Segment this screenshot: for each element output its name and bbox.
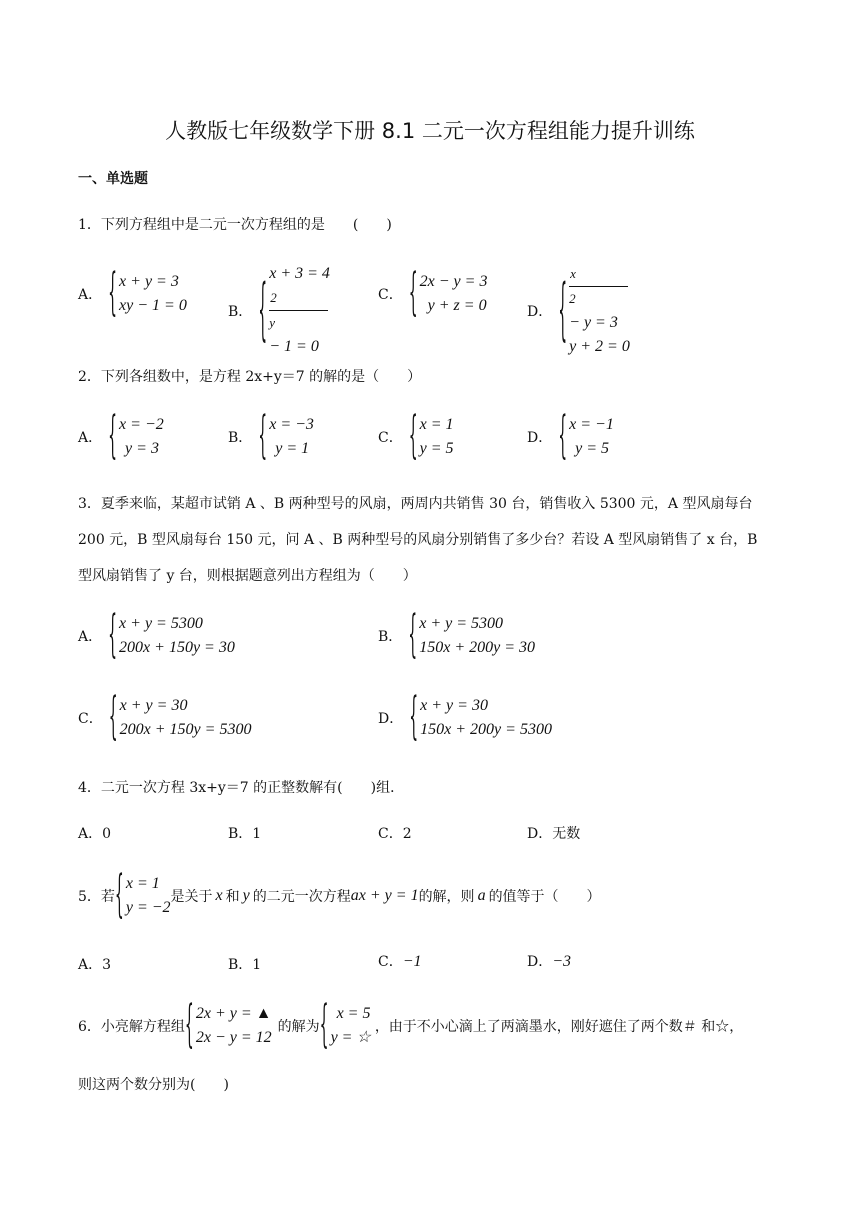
q3-option-a: A． { x + y = 5300 200x + 150y = 30: [78, 607, 235, 665]
question-3-stem: [78, 486, 782, 594]
q3-option-c: C． { x + y = 30 200x + 150y = 5300: [78, 689, 252, 747]
question-text: 6．小亮解方程组: [78, 1019, 185, 1035]
fraction-numerator: x: [569, 262, 628, 287]
equation: x + y = 3: [119, 273, 179, 290]
option-label: D．: [378, 711, 404, 727]
question-text-line: 型风扇销售了 y 台，则根据题意列出方程组为（ ）: [78, 568, 417, 584]
equation: 150x + 200y = 5300: [420, 721, 552, 738]
equation: y = 5: [575, 440, 610, 457]
equation: y = 5: [419, 440, 454, 457]
equation: x = 1: [125, 875, 160, 892]
q5-option-d: [527, 951, 571, 971]
q2-option-a: A． { x = −2 y = 3: [78, 408, 164, 466]
equation: y = 3: [125, 440, 159, 457]
question-text: 5．若: [78, 889, 115, 905]
q5-option-c: [378, 951, 422, 971]
q1-option-d: D． { x 2 − y = 3 y + 2 = 0: [527, 262, 630, 359]
equation: ax + y = 1: [350, 887, 419, 904]
option-label: D．: [527, 430, 553, 446]
equation: − y = 3: [569, 314, 618, 331]
equation: 2x − y = 12: [195, 1029, 272, 1046]
equation: x = 5: [336, 1005, 371, 1022]
option-label: C．: [378, 430, 403, 446]
question-text: ，由于不小心滴上了两滴墨水，刚好遮住了两个数＃ 和☆，: [374, 1019, 744, 1035]
q2-option-c: C． { x = 1 y = 5: [378, 408, 454, 466]
question-4-stem: 4．二元一次方程 3x+y＝7 的正整数解有( )组．: [78, 780, 405, 796]
equation: y = 1: [275, 440, 310, 457]
question-text: 的二元一次方程: [252, 889, 351, 905]
question-6-stem: 6．小亮解方程组 { 2x + y = ▲ 2x − y = 12 的解为 { x = 5 y = ☆ ，由于不小心滴上了两滴墨水，刚好遮住了两个数＃ 和☆，: [78, 997, 744, 1055]
q3-option-d: D． { x + y = 30 150x + 200y = 5300: [378, 689, 552, 747]
question-text-line: 200 元，B 型风扇每台 150 元，问 A 、B 两种型号的风扇分别销售了多少台？若设 A 型风扇销售了 x 台，B: [78, 532, 758, 548]
q5-option-a: A．3: [78, 957, 112, 973]
equation: 200x + 150y = 30: [119, 639, 235, 656]
page-title: 人教版七年级数学下册 8.1 二元一次方程组能力提升训练: [165, 119, 695, 143]
q4-option-c: C．2: [378, 826, 412, 842]
equation: xy − 1 = 0: [119, 297, 187, 314]
question-text: 的解，则: [418, 889, 475, 905]
equation: x + y = 5300: [119, 615, 203, 632]
option-label: C．: [378, 954, 403, 970]
equation: 200x + 150y = 5300: [119, 721, 252, 738]
equation: x + 3 = 4: [269, 265, 330, 282]
equation: y + z = 0: [427, 297, 487, 314]
option-label: B．: [228, 430, 253, 446]
option-label: C．: [78, 711, 103, 727]
equation: x = 1: [419, 416, 454, 433]
option-label: B．: [378, 629, 403, 645]
fraction-numerator: 2: [269, 286, 328, 311]
question-6-line-2: 则这两个数分别为( ): [78, 1077, 229, 1093]
question-text-line: 3．夏季来临，某超市试销 A 、B 两种型号的风扇，两周内共销售 30 台，销售收入 5300 元，A 型风扇每台: [78, 496, 753, 512]
option-label: A．: [78, 287, 103, 303]
section-heading: 一、单选题: [78, 171, 148, 187]
equation: x = −1: [569, 416, 614, 433]
question-text: 的值等于（ ）: [488, 889, 601, 905]
fraction-denominator: y: [269, 315, 275, 330]
q2-option-b: B． { x = −3 y = 1: [228, 408, 314, 466]
equation: y = ☆: [330, 1029, 371, 1046]
question-1-stem: 1．下列方程组中是二元一次方程组的是 ( ): [78, 217, 392, 233]
equation: x = −3: [269, 416, 314, 433]
equation: x + y = 30: [420, 697, 488, 714]
q3-option-b: B． { x + y = 5300 150x + 200y = 30: [378, 607, 536, 665]
equation: 150x + 200y = 30: [419, 639, 536, 656]
q4-option-a: A．0: [78, 826, 112, 842]
variable: x: [215, 887, 223, 904]
equation: 2x + y = ▲: [195, 1005, 272, 1022]
variable: y: [242, 887, 250, 904]
question-5-stem: 5．若 { x = 1 y = −2 是关于 x 和 y 的二元一次方程 ax + y = 1 的解，则 a 的值等于（ ）: [78, 867, 601, 925]
q1-option-c: C． { 2x − y = 3 y + z = 0: [378, 265, 488, 323]
q1-option-a: A． { x + y = 3 xy − 1 = 0: [78, 265, 187, 323]
option-value: −1: [402, 953, 422, 970]
option-label: D．: [527, 954, 553, 970]
q4-option-b: B．1: [228, 826, 262, 842]
q5-option-b: B．1: [228, 957, 262, 973]
equation: x + y = 30: [119, 697, 188, 714]
option-label: C．: [378, 287, 403, 303]
option-value: −3: [552, 953, 572, 970]
equation: − 1 = 0: [269, 338, 319, 355]
option-label: D．: [527, 303, 553, 320]
q4-option-d: D．无数: [527, 826, 581, 842]
equation: x = −2: [119, 416, 164, 433]
question-2-stem: 2．下列各组数中，是方程 2x+y＝7 的解的是（ ）: [78, 369, 422, 385]
q2-option-d: D． { x = −1 y = 5: [527, 408, 614, 466]
question-text: 的解为: [277, 1019, 320, 1035]
equation: y + 2 = 0: [569, 338, 630, 355]
option-label: B．: [228, 303, 253, 320]
option-label: A．: [78, 430, 103, 446]
equation: 2x − y = 3: [419, 273, 488, 290]
equation: y = −2: [125, 899, 171, 916]
equation: x + y = 5300: [419, 615, 504, 632]
q1-option-b: B． { x + 3 = 4 2 y − 1 = 0: [228, 262, 330, 359]
option-label: A．: [78, 629, 103, 645]
variable: a: [477, 887, 486, 904]
fraction-denominator: 2: [569, 291, 576, 306]
question-text: 是关于: [170, 889, 213, 905]
question-text: 和: [225, 889, 240, 905]
